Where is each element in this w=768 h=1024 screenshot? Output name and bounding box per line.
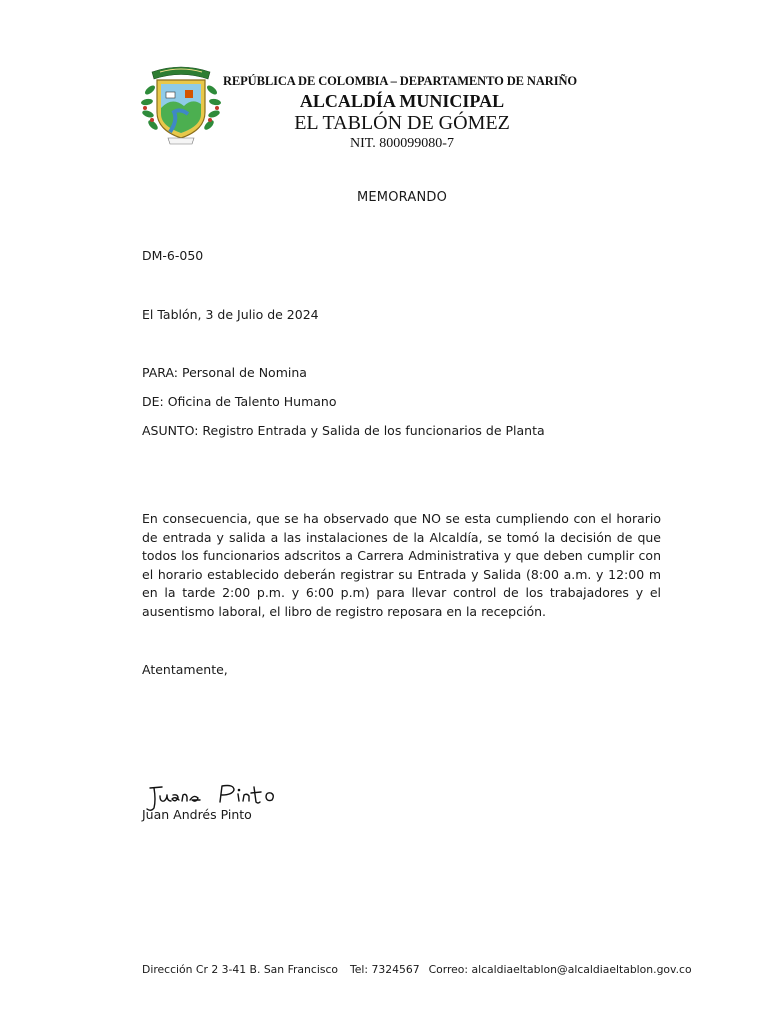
letterhead-municipality: EL TABLÓN DE GÓMEZ [294,112,510,134]
letterhead-country-line: REPÚBLICA DE COLOMBIA – DEPARTAMENTO DE NARIÑO [222,74,578,88]
memo-reference: DM-6-050 [142,248,204,263]
footer-address: Dirección Cr 2 3-41 B. San Francisco [142,963,338,976]
memo-to: PARA: Personal de Nomina [142,365,307,380]
coat-of-arms-icon [140,62,222,148]
memo-subject: ASUNTO: Registro Entrada y Salida de los funcionarios de Planta [142,423,545,438]
letterhead-office: ALCALDÍA MUNICIPAL [299,91,505,111]
memo-body: En consecuencia, que se ha observado que NO se esta cumpliendo con el horario de entrada y salida a las instalaciones de la Alcaldía, se tomó la decisión de que todos los funcionarios adscritos a Carrera Administrativa y que deben cumplir con el horario establecido deberán registrar su Entrada y Salida (8:00 a.m. y 12:00 m en la tarde 2:00 p.m. y 6:00 p.m) para llevar control de los trabajadores y el ausentismo laboral, el libro de registro reposara en la recepción. [142,511,661,619]
footer-phone: Tel: 7324567 [350,963,420,976]
memo-from: DE: Oficina de Talento Humano [142,394,337,409]
footer-email[interactable]: Correo: alcaldiaeltablon@alcaldiaeltablon.gov.co [428,963,692,976]
memo-closing: Atentamente, [142,662,228,677]
letterhead-nit: NIT. 800099080-7 [350,136,454,151]
memo-title: MEMORANDO [356,190,448,205]
footer-contact [142,963,701,976]
signer-name: Juan Andrés Pinto [142,807,252,822]
memo-date: El Tablón, 3 de Julio de 2024 [142,307,319,322]
